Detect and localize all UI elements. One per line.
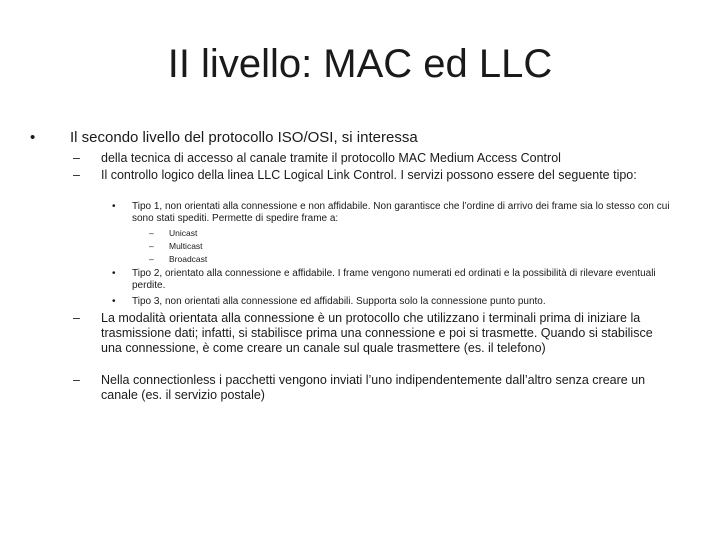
list-item — [112, 296, 672, 308]
list-item-text: Tipo 2, orientato alla connessione e affidabile. I frame vengono numerati ed ordinati e la possibilità di rilevare eventuali perdite. — [132, 268, 656, 291]
list-item — [149, 253, 349, 266]
bullet: – — [73, 168, 80, 182]
list-item-text: Tipo 1, non orientati alla connessione e non affidabile. Non garantisce che l’ordine di arrivo dei frame sia lo stesso con cui sono stati spediti. Permette di spedire frame a: — [132, 201, 670, 224]
list-item-text: Broadcast — [169, 254, 208, 264]
bullet: • — [112, 201, 116, 212]
list-item — [73, 373, 663, 403]
list-item — [73, 151, 683, 166]
list-item-text: della tecnica di accesso al canale tramite il protocollo MAC Medium Access Control — [101, 151, 561, 165]
bullet: • — [112, 268, 116, 279]
bullet: – — [73, 373, 80, 387]
slide-title: II livello: MAC ed LLC — [167, 42, 553, 86]
list-item-text: Tipo 3, non orientati alla connessione ed affidabili. Supporta solo la connessione punto punto. — [132, 296, 546, 307]
bullet: • — [112, 296, 116, 307]
list-item — [30, 129, 690, 147]
list-item — [112, 201, 672, 225]
list-item-text: Multicast — [169, 241, 203, 251]
list-item-text: Unicast — [169, 228, 198, 238]
list-item — [112, 268, 672, 292]
bullet: – — [149, 254, 154, 264]
bullet: – — [73, 311, 80, 325]
list-item-text: La modalità orientata alla connessione è un protocollo che utilizzano i terminali prima di iniziare la trasmissione dati; infatti, si stabilisce prima una connessione e poi si trasmette. Quando si stabilisce una connessione, è come creare un canale sul quale trasmettere (es. il telefono) — [101, 311, 653, 355]
list-item-text: Il secondo livello del protocollo ISO/OSI, si interessa — [70, 129, 418, 146]
list-item — [73, 311, 663, 356]
list-item — [73, 168, 673, 183]
list-item — [149, 227, 349, 240]
list-item-text: Il controllo logico della linea LLC Logical Link Control. I servizi possono essere del seguente tipo: — [101, 168, 637, 182]
bullet: • — [30, 129, 36, 146]
bullet: – — [73, 151, 80, 165]
bullet: – — [149, 241, 154, 251]
bullet: – — [149, 228, 154, 238]
list-item-text: Nella connectionless i pacchetti vengono inviati l’uno indipendentemente dall’altro senza creare un canale (es. il servizio postale) — [101, 373, 646, 402]
list-item — [149, 240, 349, 253]
